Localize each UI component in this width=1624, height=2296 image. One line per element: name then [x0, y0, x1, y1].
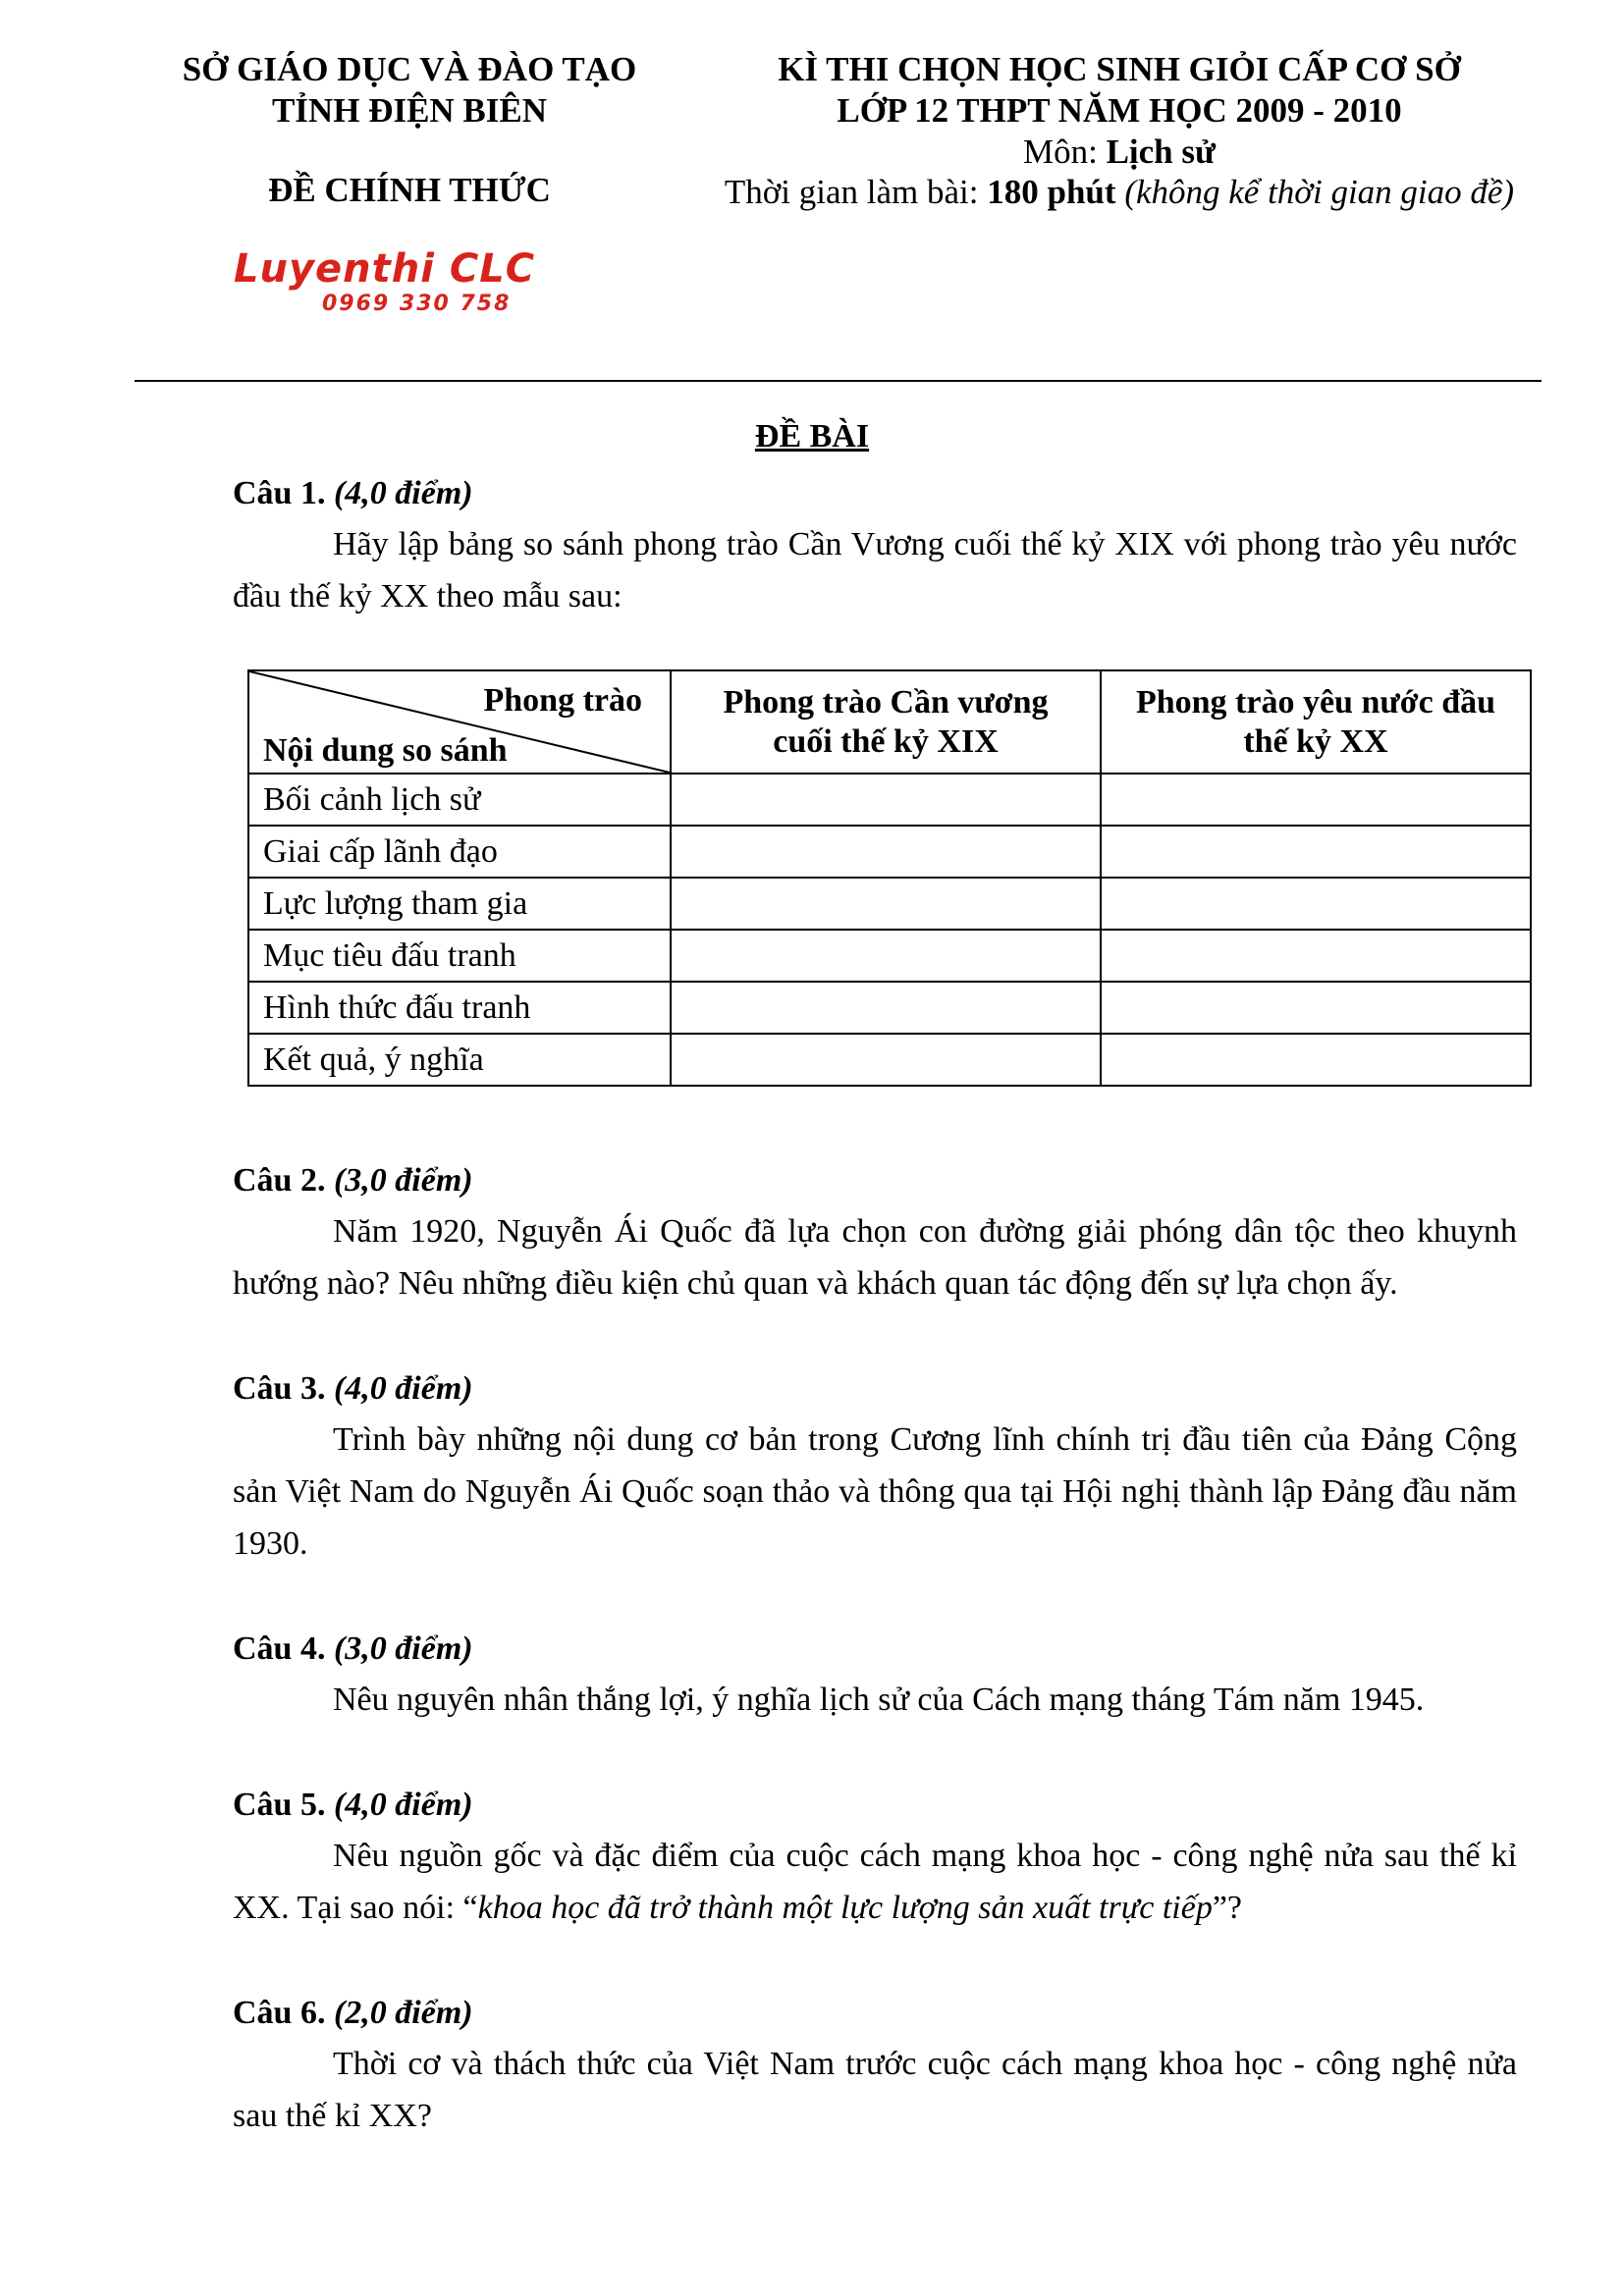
question-2-label: Câu 2.: [233, 1162, 326, 1199]
corner-bottom-label: Nội dung so sánh: [263, 732, 508, 769]
question-4-text: Nêu nguyên nhân thắng lợi, ý nghĩa lịch sử của Cách mạng tháng Tám năm 1945.: [333, 1682, 1425, 1718]
column-header-can-vuong-line2: cuối thế kỷ XIX: [773, 722, 999, 760]
time-note: (không kể thời gian giao đề): [1115, 173, 1515, 211]
question-5-points: (4,0 điểm): [333, 1787, 473, 1823]
question-5-heading: [233, 1785, 473, 1825]
row-label: Hình thức đấu tranh: [248, 982, 671, 1034]
question-2-text: Năm 1920, Nguyễn Ái Quốc đã lựa chọn con đường giải phóng dân tộc theo khuynh hướng nào? Nêu những điều kiện chủ quan và khách quan tác động đến sự lựa chọn ấy.: [233, 1213, 1517, 1302]
question-4-points: (3,0 điểm): [333, 1630, 473, 1667]
question-2-heading: [233, 1160, 473, 1201]
question-6-text: Thời cơ và thách thức của Việt Nam trước cuộc cách mạng khoa học - công nghệ nửa sau thế kỉ XX?: [233, 2046, 1517, 2134]
exam-section-title: ĐỀ BÀI: [754, 418, 870, 454]
column-header-yeu-nuoc: [1101, 670, 1531, 774]
column-header-can-vuong: [671, 670, 1101, 774]
question-5-text: [233, 1830, 1517, 1934]
comparison-table: [247, 669, 1532, 1087]
question-3-points: (4,0 điểm): [333, 1370, 473, 1407]
question-6-label: Câu 6.: [233, 1995, 326, 2031]
empty-cell: [1101, 930, 1531, 982]
question-6-points: (2,0 điểm): [333, 1995, 473, 2031]
empty-cell: [671, 930, 1101, 982]
department-name: SỞ GIÁO DỤC VÀ ĐÀO TẠO: [182, 50, 637, 88]
table-corner-cell: [248, 670, 671, 774]
table-row: [248, 878, 1531, 930]
table-row: [248, 1034, 1531, 1086]
watermark-logo: [234, 246, 548, 327]
question-1-points: (4,0 điểm): [333, 475, 473, 511]
exam-title: KÌ THI CHỌN HỌC SINH GIỎI CẤP CƠ SỞ: [778, 50, 1461, 88]
question-3-heading: [233, 1368, 473, 1409]
exam-grade-year: LỚP 12 THPT NĂM HỌC 2009 - 2010: [837, 91, 1402, 130]
subject-label: Môn:: [1022, 133, 1107, 171]
column-header-can-vuong-line1: Phong trào Cần vương: [723, 683, 1049, 721]
question-2-points: (3,0 điểm): [333, 1162, 473, 1199]
empty-cell: [671, 774, 1101, 826]
empty-cell: [671, 982, 1101, 1034]
logo-phone: 0969 330 758: [322, 292, 512, 316]
time-value: 180 phút: [987, 173, 1116, 211]
empty-cell: [671, 826, 1101, 878]
question-5-quote: khoa học đã trở thành một lực lượng sản xuất trực tiếp: [477, 1890, 1213, 1926]
empty-cell: [1101, 982, 1531, 1034]
question-6-heading: [233, 1993, 473, 2033]
question-1-text: Hãy lập bảng so sánh phong trào Cần Vương cuối thế kỷ XIX với phong trào yêu nước đầu thế kỷ XX theo mẫu sau:: [233, 526, 1517, 614]
question-4-heading: [233, 1629, 473, 1669]
question-4-label: Câu 4.: [233, 1630, 326, 1667]
question-5-label: Câu 5.: [233, 1787, 326, 1823]
header-divider: [135, 380, 1542, 382]
empty-cell: [1101, 878, 1531, 930]
official-exam-label: ĐỀ CHÍNH THỨC: [268, 171, 551, 209]
column-header-yeu-nuoc-line2: thế kỷ XX: [1243, 722, 1388, 760]
row-label: Kết quả, ý nghĩa: [248, 1034, 671, 1086]
time-label: Thời gian làm bài:: [724, 173, 988, 211]
time-line: [687, 172, 1551, 213]
table-row: [248, 826, 1531, 878]
empty-cell: [1101, 1034, 1531, 1086]
row-label: Lực lượng tham gia: [248, 878, 671, 930]
table-header-row: [248, 670, 1531, 774]
row-label: Mục tiêu đấu tranh: [248, 930, 671, 982]
row-label: Bối cảnh lịch sử: [248, 774, 671, 826]
question-3-label: Câu 3.: [233, 1370, 326, 1407]
question-3-text: Trình bày những nội dung cơ bản trong Cương lĩnh chính trị đầu tiên của Đảng Cộng sản Việt Nam do Nguyễn Ái Quốc soạn thảo và thông qua tại Hội nghị thành lập Đảng đầu năm 1930.: [233, 1421, 1517, 1562]
question-5-text-end: ”?: [1212, 1890, 1243, 1926]
table-row: [248, 774, 1531, 826]
subject-line: [687, 132, 1551, 173]
question-1-heading: [233, 473, 473, 513]
empty-cell: [671, 878, 1101, 930]
empty-cell: [1101, 826, 1531, 878]
table-row: [248, 930, 1531, 982]
corner-top-label: Phong trào: [483, 682, 642, 719]
question-1-label: Câu 1.: [233, 475, 326, 511]
column-header-yeu-nuoc-line1: Phong trào yêu nước đầu: [1135, 683, 1496, 721]
logo-name: Luyenthi CLC: [234, 246, 536, 292]
table-row: [248, 982, 1531, 1034]
question-5-text-start: Nêu nguồn gốc và đặc điểm của cuộc cách mạng khoa học - công nghệ nửa sau thế kỉ XX. Tại sao nói: “: [233, 1838, 1517, 1926]
empty-cell: [1101, 774, 1531, 826]
row-label: Giai cấp lãnh đạo: [248, 826, 671, 878]
empty-cell: [671, 1034, 1101, 1086]
subject-value: Lịch sử: [1106, 133, 1217, 171]
province-name: TỈNH ĐIỆN BIÊN: [271, 91, 548, 130]
